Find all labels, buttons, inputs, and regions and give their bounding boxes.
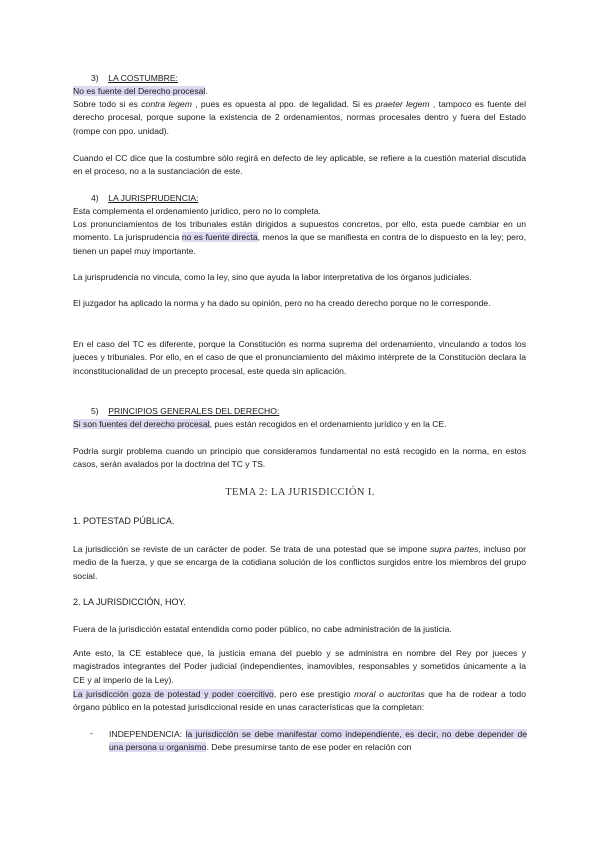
jurisprudencia-line1: Esta complementa el ordenamiento jurídico, pero no lo completa. [73, 206, 321, 216]
bullet-independencia [109, 728, 527, 755]
text-run: Los pronunciamientos de los tribunales están dirigidos a supuestos concretos, por ello, esta puede cambiar en un momento. La jurisprudencia [73, 219, 526, 243]
bullet-dash: - [90, 728, 93, 738]
text-run: , tampoco es fuente del derecho procesal, porque supone la existencia de 2 ordenamientos, normas procesales dentro y fuera del Estado (rompe con ppo. unidad). [73, 99, 526, 136]
highlight-potestad-coercitivo: La jurisdicción goza de potestad y poder coercitivo [73, 689, 274, 699]
text-run: , pues están recogidos en el ordenamiento jurídico y en la CE. [209, 419, 447, 429]
highlight-independencia: la jurisdicción se debe manifestar como independiente, es decir, no debe depender de una persona u organismo [109, 729, 527, 753]
heading-title: LA COSTUMBRE: [108, 73, 178, 83]
section-title-potestad: 1. POTESTAD PÚBLICA. [73, 516, 175, 526]
text-italic: supra partes [430, 544, 479, 554]
principios-paragraph-2: Podría surgir problema cuando un principio que consideramos fundamental no está recogido en la norma, en estos casos, serán avalados por la doctrina del TC y TS. [73, 446, 526, 470]
text-run: , pero ese prestigio [273, 689, 355, 699]
jurisdiccion-paragraph-2: Ante esto, la CE establece que, la justicia emana del pueblo y se administra en nombre del Rey por jueces y magistrados integrantes del Poder judicial (independientes, inamovibles, responsables y sometidos únicamente a la CE y al imperio de la Ley). [73, 648, 526, 685]
highlight-no-fuente: No es fuente del Derecho procesal [73, 86, 206, 96]
text-italic: moral o auctoritas [354, 689, 425, 699]
text-italic: praeter legem [375, 99, 430, 109]
text-run: que ha de rodear a todo órgano público en la potestad jurisdiccional reside en unas características que la completan: [73, 689, 526, 713]
text-run: Sobre todo si es [73, 99, 142, 109]
jurisdiccion-paragraph-1: Fuera de la jurisdicción estatal entendida como poder público, no cabe administración de la justicia. [73, 624, 452, 634]
jurisdiccion-paragraph-3 [73, 688, 526, 715]
tema-title: TEMA 2: LA JURISDICCIÓN I. [225, 487, 375, 498]
costumbre-paragraph-2: Cuando el CC dice que la costumbre sólo regirá en defecto de ley aplicable, se refiere a la cuestión material discutida en el proceso, no a la sustanciación de este. [73, 153, 526, 177]
text-run: , pues es opuesta al ppo. de legalidad. Si es [191, 99, 376, 109]
heading-number: 5) [91, 406, 99, 416]
jurisprudencia-paragraph-4: En el caso del TC es diferente, porque la Constitución es norma suprema del ordenamiento, vinculando a todos los jueces y tribunales. Por ello, en el caso de que el pronunciamiento del máximo intérprete de la Constitución declara la inconstitucionalidad de un precepto procesal, este queda sin aplicación. [73, 339, 526, 376]
jurisprudencia-paragraph-2: La jurisprudencia no vincula, como la ley, sino que ayuda la labor interpretativa de los órganos judiciales. [73, 272, 472, 282]
heading-title: PRINCIPIOS GENERALES DEL DERECHO: [108, 406, 280, 416]
text-run: , incluso por medio de la fuerza, y que se encarga de la cotidiana solución de los conflictos surgidos entre los miembros del grupo social. [73, 544, 526, 581]
punct: . [205, 86, 208, 96]
heading-number: 4) [91, 193, 99, 203]
text-run: La jurisdicción se reviste de un carácter de poder. Se trata de una potestad que se impone [73, 544, 431, 554]
highlight-no-fuente-directa: no es fuente directa [181, 232, 258, 243]
heading-title: LA JURISPRUDENCIA: [108, 193, 199, 203]
highlight-si-son-fuentes: Si son fuentes del derecho procesal [73, 419, 210, 429]
section-title-jurisdiccion-hoy: 2. LA JURISDICCIÓN, HOY. [73, 597, 186, 607]
costumbre-line1 [73, 85, 526, 98]
text-italic: contra legem [141, 99, 192, 109]
potestad-paragraph [73, 543, 526, 583]
heading-jurisprudencia [91, 192, 198, 205]
heading-number: 3) [91, 73, 99, 83]
heading-costumbre [91, 72, 178, 85]
jurisprudencia-paragraph-3: El juzgador ha aplicado la norma y ha dado su opinión, pero no ha creado derecho porque no le corresponde. [73, 298, 491, 308]
jurisprudencia-paragraph-1 [73, 218, 526, 258]
costumbre-paragraph [73, 98, 526, 138]
text-run: INDEPENDENCIA: [109, 729, 186, 739]
principios-paragraph-1 [73, 418, 526, 431]
text-run: , menos la que se manifiesta en contra de lo dispuesto en la ley; pero, tienen un papel muy importante. [73, 232, 526, 256]
heading-principios [91, 405, 279, 418]
text-run: . Debe presumirse tanto de ese poder en relación con [206, 742, 412, 753]
